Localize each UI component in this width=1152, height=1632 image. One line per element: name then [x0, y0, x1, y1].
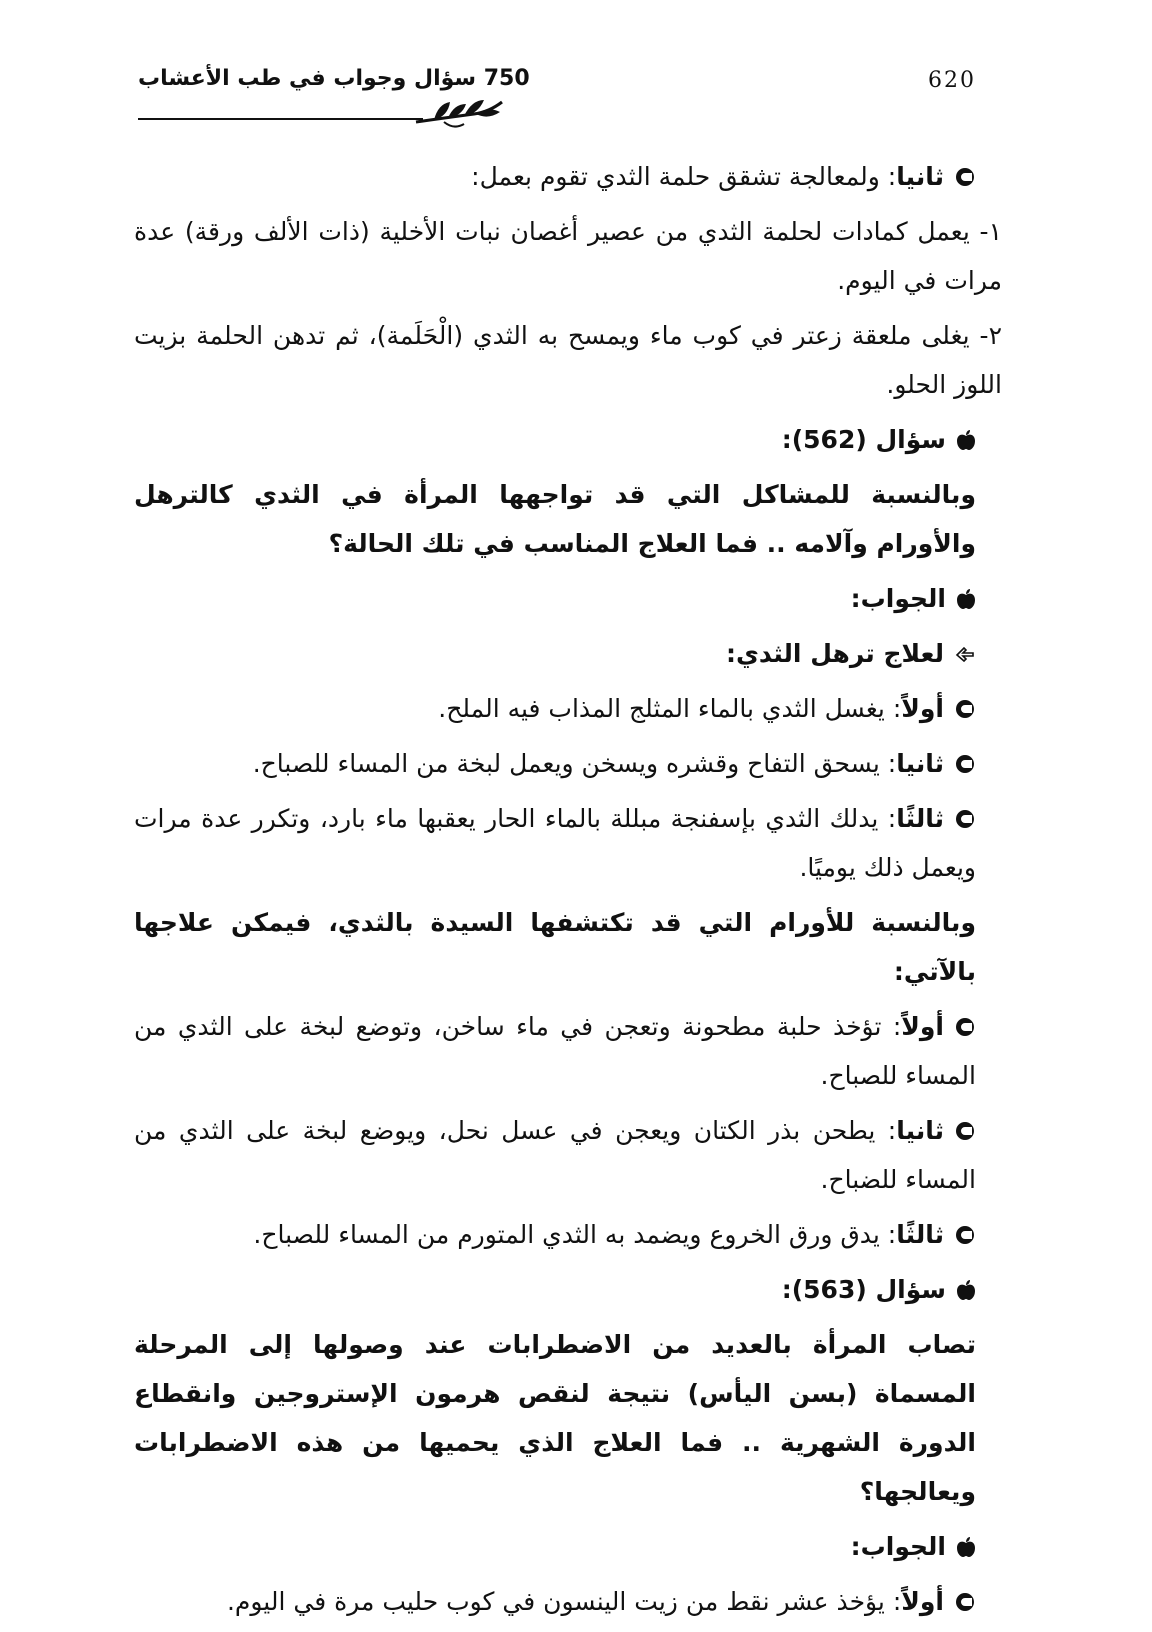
apple-icon	[956, 1279, 976, 1301]
item-text: : يدق ورق الخروع ويضمد به الثدي المتورم من المساء للصباح.	[253, 1220, 897, 1249]
item-lead: ثالثًا	[896, 804, 944, 833]
paragraph: ١- يعمل كمادات لحلمة الثدي من عصير أغصان نبات الأخلية (ذات الألف ورقة) عدة مرات في اليوم.	[134, 217, 1002, 295]
list-item	[134, 794, 1002, 892]
question-label: سؤال (563):	[781, 1275, 946, 1304]
bullet-marker-icon	[954, 1224, 976, 1246]
bullet-marker-icon	[954, 1120, 976, 1142]
item-lead: ثانيا	[896, 1116, 944, 1145]
subheading-text: لعلاج ترهل الثدي:	[725, 639, 944, 668]
list-item	[134, 1577, 1002, 1626]
bullet-marker-icon	[954, 1016, 976, 1038]
paragraph: وبالنسبة للأورام التي قد تكتشفها السيدة بالثدي، فيمكن علاجها بالآتي:	[134, 908, 976, 986]
header-rule	[138, 118, 423, 120]
item-text: : يدلك الثدي بإسفنجة مبللة بالماء الحار يعقبها ماء بارد، وتكرر عدة مرات ويعمل ذلك يوميًا.	[134, 804, 976, 882]
answer-label: الجواب:	[850, 1532, 946, 1561]
item-lead: ثالثًا	[896, 1220, 944, 1249]
running-title: 750 سؤال وجواب في طب الأعشاب	[138, 66, 530, 91]
page-number: 620	[928, 68, 976, 93]
list-item	[134, 1002, 1002, 1100]
item-text: : يطحن بذر الكتان ويعجن في عسل نحل، ويوضع لبخة على الثدي من المساء للضباح.	[134, 1116, 976, 1194]
list-item	[134, 684, 1002, 733]
list-item	[134, 1210, 1002, 1259]
item-text: : تؤخذ حلبة مطحونة وتعجن في ماء ساخن، وتوضع لبخة على الثدي من المساء للصباح.	[134, 1012, 976, 1090]
item-text: : ولمعالجة تشقق حلمة الثدي تقوم بعمل:	[471, 162, 897, 191]
question-heading	[134, 415, 1002, 464]
item-text: : يسحق التفاح وقشره ويسخن ويعمل لبخة من المساء للصباح.	[252, 749, 897, 778]
answer-heading	[134, 574, 1002, 623]
apple-icon	[956, 429, 976, 451]
question-heading	[134, 1265, 1002, 1314]
question-text: تصاب المرأة بالعديد من الاضطرابات عند وصولها إلى المرحلة المسماة (بسن اليأس) نتيجة لنقص هرمون الإستروجين وانقطاع الدورة الشهرية .. فما العلاج الذي يحميها من هذه الاضطرابات ويعالجها؟	[134, 1330, 976, 1506]
page-body	[134, 152, 1002, 1632]
bullet-marker-icon	[954, 808, 976, 830]
paragraph	[134, 152, 1002, 201]
paragraph: ٢- يغلى ملعقة زعتر في كوب ماء ويمسح به الثدي (الْحَلَمة)، ثم تدهن الحلمة بزيت اللوز الحلو.	[134, 321, 1002, 399]
apple-icon	[956, 1536, 976, 1558]
item-text: : يغسل الثدي بالماء المثلج المذاب فيه الملح.	[438, 694, 902, 723]
item-lead: أولاً	[901, 1012, 944, 1041]
list-item	[134, 739, 1002, 788]
item-lead: أولاً	[901, 694, 944, 723]
item-lead: ثانيا	[896, 162, 944, 191]
pointing-hand-icon	[954, 643, 976, 665]
item-lead: أولاً	[901, 1587, 944, 1616]
item-text: : يؤخذ عشر نقط من زيت الينسون في كوب حليب مرة في اليوم.	[226, 1587, 902, 1616]
question-label: سؤال (562):	[781, 425, 946, 454]
bullet-marker-icon	[954, 698, 976, 720]
bullet-marker-icon	[954, 1591, 976, 1613]
answer-label: الجواب:	[850, 584, 946, 613]
bullet-marker-icon	[954, 166, 976, 188]
apple-icon	[956, 588, 976, 610]
subheading	[134, 629, 1002, 678]
page-header	[138, 62, 1008, 132]
answer-heading	[134, 1522, 1002, 1571]
leaf-ornament-icon	[414, 92, 504, 132]
item-lead: ثانيا	[896, 749, 944, 778]
question-text: وبالنسبة للمشاكل التي قد تواجهها المرأة في الثدي كالترهل والأورام وآلامه .. فما العلاج المناسب في تلك الحالة؟	[134, 480, 976, 558]
bullet-marker-icon	[954, 753, 976, 775]
list-item	[134, 1106, 1002, 1204]
